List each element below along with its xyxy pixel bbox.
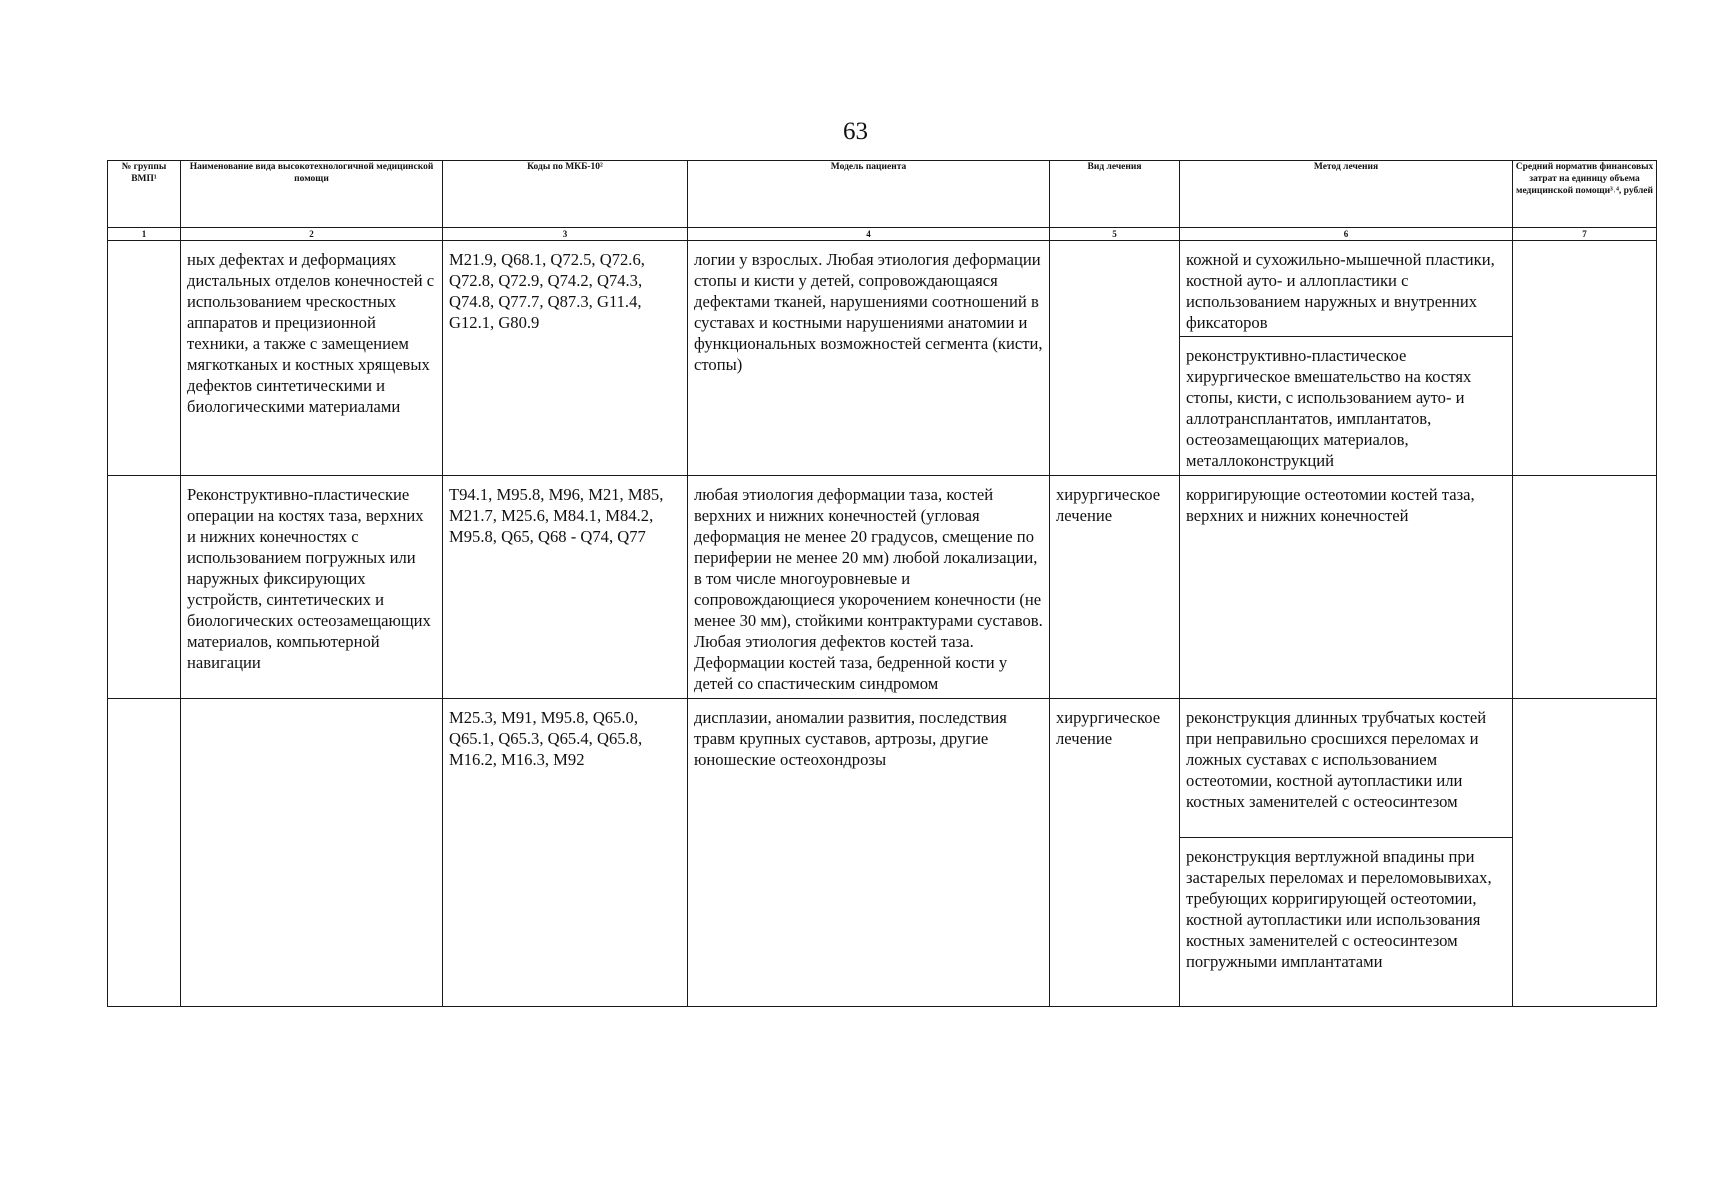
method-block: [1180, 336, 1512, 475]
treatment-type-cell: [1050, 476, 1180, 699]
column-number: 5: [1050, 228, 1180, 241]
patient-model-text: любая этиология деформации таза, костей верхних и нижних конечностей (угловая деформация не менее 20 градусов, смещение по периферии не менее 20 мм) любой локализации, в том числе многоуровневые и сопровождающиеся укорочением конечности (не менее 30 мм), стойкими контрактурами суставов. Любая этиология дефектов костей таза. Деформации костей таза, бедренной кости у детей со спастическим синдромом: [694, 485, 1043, 693]
method-block: [1180, 476, 1512, 530]
patient-model-cell: [688, 241, 1050, 476]
vmp-table: [107, 160, 1657, 1007]
method-text: кожной и сухожильно-мышечной пластики, костной ауто- и аллопластики с использованием наружных и внутренних фиксаторов: [1186, 250, 1495, 332]
care-type-cell: [181, 699, 443, 1007]
care-type-cell: [181, 476, 443, 699]
icd-codes-text: T94.1, M95.8, M96, M21, M85, M21.7, M25.6, M84.1, M84.2, M95.8, Q65, Q68 - Q74, Q77: [449, 485, 664, 546]
method-cell: [1180, 699, 1513, 1007]
cost-cell: [1513, 699, 1657, 1007]
method-block: [1180, 241, 1512, 336]
method-text: корригирующие остеотомии костей таза, верхних и нижних конечностей: [1186, 485, 1475, 525]
column-number: 4: [688, 228, 1050, 241]
method-block: [1180, 837, 1512, 1006]
header-cost-standard: Средний норматив финансовых затрат на единицу объема медицинской помощи³˒⁴, рублей: [1513, 161, 1657, 228]
table-row: [108, 241, 1657, 476]
method-cell: [1180, 241, 1513, 476]
care-type-text: ных дефектах и деформациях дистальных отделов конечностей с использованием чрескостных аппаратов и прецизионной техники, а также с замещением мягкотканых и костных хрящевых дефектов синтетическими и биологическими материалами: [187, 250, 435, 416]
icd-codes-text: M21.9, Q68.1, Q72.5, Q72.6, Q72.8, Q72.9, Q74.2, Q74.3, Q74.8, Q77.7, Q87.3, G11.4, G12.1, G80.9: [449, 250, 645, 332]
treatment-type-text: хирургическое лечение: [1056, 485, 1161, 525]
method-text: реконструкция длинных трубчатых костей при неправильно сросшихся переломах и ложных суставах с использованием остеотомии, костной аутопластики или костных заменителей с остеосинтезом: [1186, 708, 1487, 811]
treatment-type-text: хирургическое лечение: [1056, 708, 1161, 748]
header-patient-model: Модель пациента: [688, 161, 1050, 228]
treatment-type-cell: [1050, 699, 1180, 1007]
icd-codes-cell: [443, 476, 688, 699]
group-cell: [108, 699, 181, 1007]
icd-codes-text: M25.3, M91, M95.8, Q65.0, Q65.1, Q65.3, Q65.4, Q65.8, M16.2, M16.3, M92: [449, 708, 643, 769]
method-text: реконструкция вертлужной впадины при застарелых переломах и переломовывихах, требующих корригирующей остеотомии, костной аутопластики или использования костных заменителей с остеосинтезом погружными имплантатами: [1186, 847, 1492, 971]
column-number-row: [108, 228, 1657, 241]
method-text: реконструктивно-пластическое хирургическое вмешательство на костях стопы, кисти, с использованием ауто- и аллотрансплантатов, имплантатов, остеозамещающих материалов, металлоконструкций: [1186, 346, 1472, 470]
icd-codes-cell: [443, 699, 688, 1007]
cost-cell: [1513, 241, 1657, 476]
group-cell: [108, 476, 181, 699]
patient-model-text: логии у взрослых. Любая этиология деформации стопы и кисти у детей, сопровождающаяся дефектами тканей, нарушениями соотношений в суставах и костными нарушениями анатомии и функциональных возможностей сегмента (кисти, стопы): [694, 250, 1043, 374]
patient-model-text: дисплазии, аномалии развития, последствия травм крупных суставов, артрозы, другие юношеские остеохондрозы: [694, 708, 1007, 769]
cost-cell: [1513, 476, 1657, 699]
method-cell: [1180, 476, 1513, 699]
header-group-number: № группы ВМП¹: [108, 161, 181, 228]
column-number: 6: [1180, 228, 1513, 241]
patient-model-cell: [688, 699, 1050, 1007]
icd-codes-cell: [443, 241, 688, 476]
header-row: [108, 161, 1657, 228]
header-icd-codes: Коды по МКБ-10²: [443, 161, 688, 228]
patient-model-cell: [688, 476, 1050, 699]
method-block: [1180, 699, 1512, 837]
care-type-text: Реконструктивно-пластические операции на костях таза, верхних и нижних конечностях с использованием погружных или наружных фиксирующих устройств, синтетических и биологических остеозамещающих материалов, компьютерной навигации: [187, 485, 431, 672]
header-care-type-name: Наименование вида высокотехнологичной медицинской помощи: [181, 161, 443, 228]
table-row: [108, 699, 1657, 1007]
column-number: 3: [443, 228, 688, 241]
page-number: 63: [843, 118, 868, 145]
header-treatment-type: Вид лечения: [1050, 161, 1180, 228]
column-number: 1: [108, 228, 181, 241]
group-cell: [108, 241, 181, 476]
care-type-cell: [181, 241, 443, 476]
column-number: 7: [1513, 228, 1657, 241]
header-treatment-method: Метод лечения: [1180, 161, 1513, 228]
table-row: [108, 476, 1657, 699]
column-number: 2: [181, 228, 443, 241]
treatment-type-cell: [1050, 241, 1180, 476]
